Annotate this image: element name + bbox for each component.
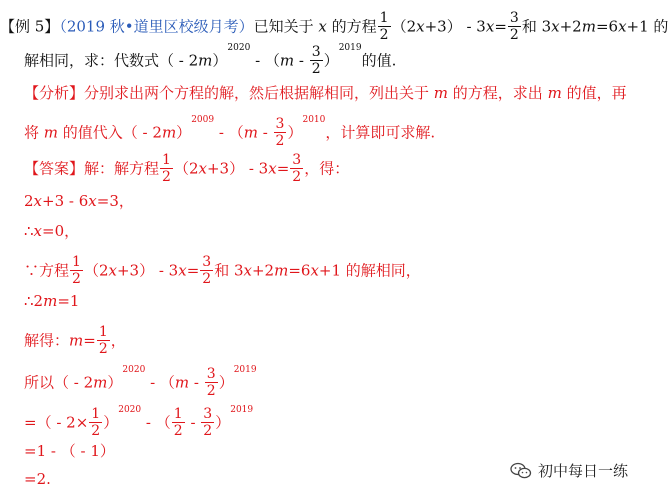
- analysis-label: 【分析】: [24, 84, 85, 102]
- answer-line-7: 所以（ - 2m）$^{2020}$ - （m - $\frac{3}{2}$ ）$^{2019}$: [24, 365, 257, 399]
- answer-line-3: ∴x=0，: [24, 222, 80, 240]
- problem-line-1: 【例 5】（2019 秋•道里区校级月考）已知关于 x 的方程 $\frac{1}{2}$ （2x+3） - 3x= $\frac{3}{2}$ 和 3x+2m=6x+1 的: [0, 10, 668, 43]
- fraction: $\frac{1}{2}$: [91, 406, 101, 439]
- example-tag: 【例 5】: [0, 17, 60, 36]
- example-source: （2019 秋•道里区校级月考）: [59, 17, 254, 36]
- answer-line-8: =（ - 2× $\frac{1}{2}$ ）$^{2020}$ - （ $\frac{1}{2}$ - $\frac{3}{2}$ ）$^{2019}$: [24, 405, 254, 439]
- fraction: $\frac{3}{2}$: [275, 116, 285, 149]
- watermark-text: 初中每日一练: [537, 462, 628, 480]
- answer-line-9: =1 - （ - 1）: [24, 442, 115, 460]
- wechat-icon: [510, 462, 532, 480]
- watermark: [510, 460, 628, 481]
- analysis-line-1: 【分析】分别求出两个方程的解，然后根据解相同，列出关于 m 的方程，求出 m 的值，再: [24, 84, 627, 102]
- answer-line-4: ∵方程 $\frac{1}{2}$ （2x+3） - 3x= $\frac{3}{2}$ 和 3x+2m=6x+1 的解相同，: [24, 254, 421, 287]
- answer-line-6: 解得：m= $\frac{1}{2}$ ，: [24, 324, 126, 357]
- answer-line-10: =2.: [24, 470, 51, 488]
- fraction: $\frac{1}{2}$: [162, 152, 171, 185]
- answer-line-1: 【答案】解：解方程 $\frac{1}{2}$ （2x+3） - 3x= $\frac{3}{2}$ ，得：: [24, 152, 350, 185]
- answer-label: 【答案】: [24, 159, 85, 178]
- answer-line-5: ∴2m=1: [24, 292, 80, 310]
- fraction: $\frac{1}{2}$: [98, 324, 108, 357]
- fraction: $\frac{3}{2}$: [203, 406, 213, 439]
- fraction: $\frac{3}{2}$: [509, 10, 519, 43]
- fraction: $\frac{3}{2}$: [206, 366, 216, 399]
- fraction: $\frac{1}{2}$: [173, 406, 183, 439]
- problem-line-2: 解相同，求：代数式（ - 2m）$^{2020}$ - （m - $\frac{3}{2}$ ）$^{2019}$的值.: [24, 43, 397, 77]
- fraction: $\frac{3}{2}$: [292, 152, 302, 185]
- analysis-line-2: 将 m 的值代入（ - 2m）$^{2009}$ - （m - $\frac{3}{2}$ ）$^{2010}$，计算即可求解.: [24, 115, 436, 149]
- fraction: $\frac{1}{2}$: [379, 10, 389, 43]
- fraction: $\frac{1}{2}$: [72, 254, 81, 287]
- fraction: $\frac{3}{2}$: [311, 44, 321, 77]
- fraction: $\frac{3}{2}$: [202, 254, 212, 287]
- answer-line-2: 2x+3 - 6x=3，: [24, 192, 134, 210]
